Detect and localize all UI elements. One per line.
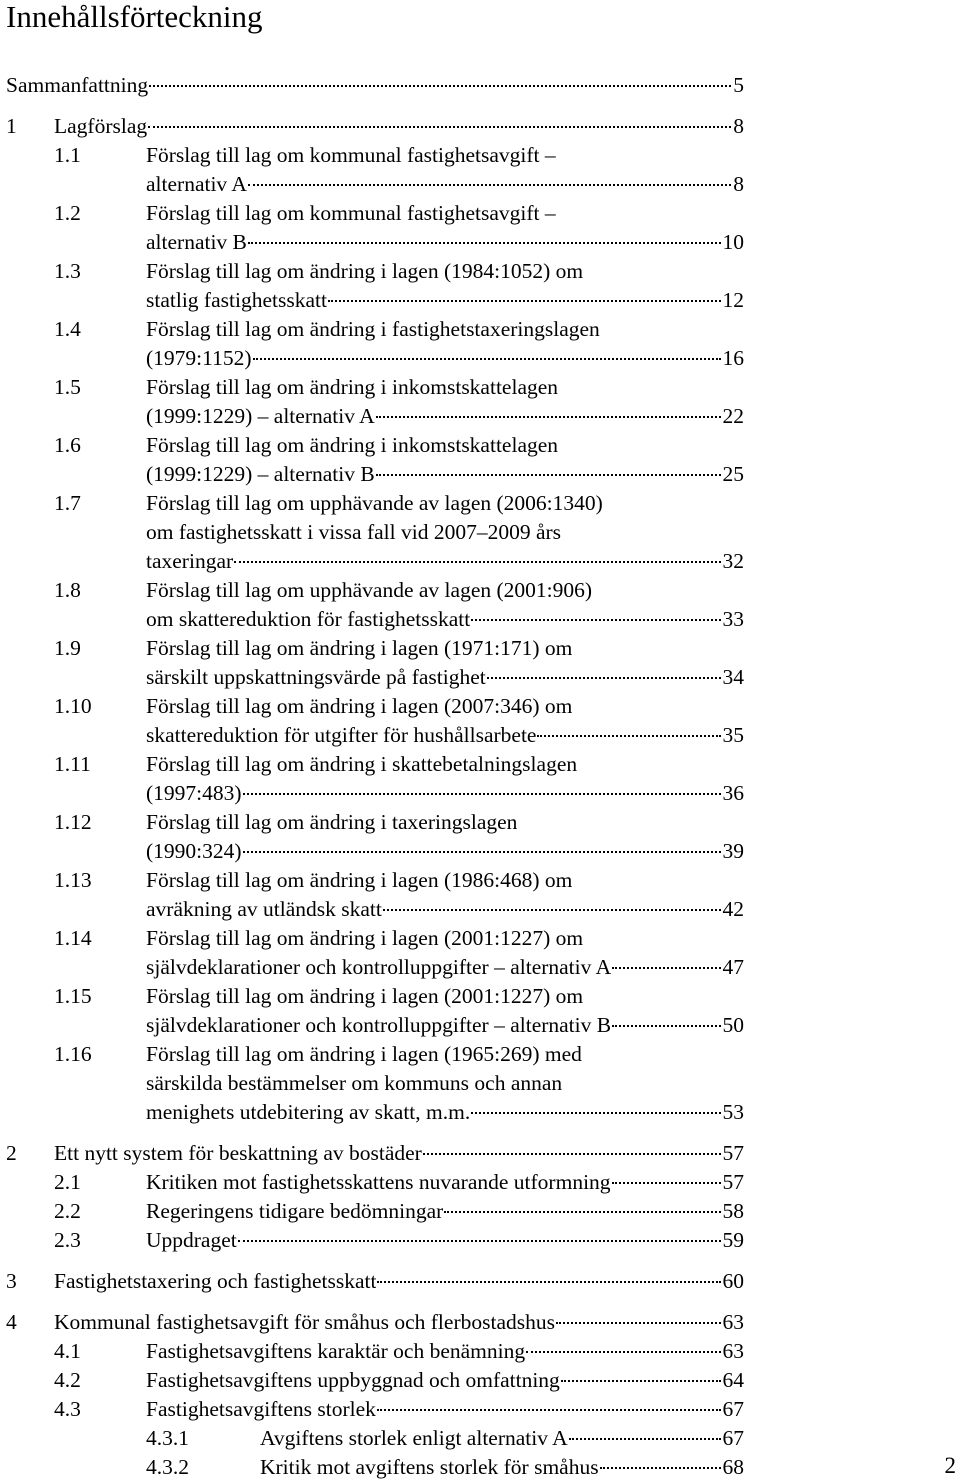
toc-entry-number: 4.3.1 — [146, 1426, 189, 1450]
toc-entry-page: 67 — [722, 1397, 744, 1421]
toc-entry-number: 1.14 — [54, 926, 92, 950]
toc-entry-title: (1990:324) — [146, 839, 242, 863]
toc-entry-number: 1.8 — [54, 578, 81, 602]
toc-entry-title: Förslag till lag om ändring i skattebetalningslagen — [146, 752, 578, 776]
toc-dot-leader — [471, 1112, 720, 1114]
page-number: 2 — [944, 1453, 956, 1478]
toc-entry[interactable] — [146, 604, 744, 634]
toc-entry-title: Förslag till lag om upphävande av lagen (2006:1340) — [146, 491, 603, 515]
toc-entry[interactable] — [54, 1394, 744, 1424]
toc-entry[interactable] — [6, 70, 744, 100]
toc-dot-leader — [234, 561, 720, 563]
toc-entry-title: avräkning av utländsk skatt — [146, 897, 382, 921]
toc-entry[interactable] — [146, 1452, 744, 1482]
toc-dot-leader — [377, 1281, 720, 1283]
toc-entry-title: självdeklarationer och kontrolluppgifter – alternativ A — [146, 955, 612, 979]
toc-dot-leader — [556, 1322, 721, 1324]
toc-entry-title: alternativ B — [146, 230, 247, 254]
toc-entry-number: 1 — [6, 114, 17, 138]
toc-entry-title: Förslag till lag om ändring i lagen (2001:1227) om — [146, 984, 584, 1008]
toc-dot-leader — [253, 358, 721, 360]
toc-entry-page: 60 — [722, 1269, 744, 1293]
toc-dot-leader — [149, 85, 731, 87]
toc-entry-title: Fastighetsavgiftens storlek — [146, 1397, 376, 1421]
toc-entry[interactable] — [54, 1225, 744, 1255]
toc-entry[interactable] — [54, 1196, 744, 1226]
toc-entry-page: 64 — [722, 1368, 744, 1392]
toc-dot-leader — [248, 242, 721, 244]
toc-entry-number: 4 — [6, 1310, 17, 1334]
toc-entry-number: 1.12 — [54, 810, 92, 834]
toc-entry[interactable] — [146, 546, 744, 576]
toc-entry-title: Förslag till lag om ändring i taxeringslagen — [146, 810, 518, 834]
toc-entry-number: 4.2 — [54, 1368, 81, 1392]
toc-dot-leader — [612, 1182, 721, 1184]
toc-entry-number: 2.2 — [54, 1199, 81, 1223]
toc-entry-line — [54, 865, 744, 895]
toc-dot-leader — [243, 793, 721, 795]
toc-entry-title: Kritiken mot fastighetsskattens nuvarande utformning — [146, 1170, 611, 1194]
toc-entry-page: 67 — [722, 1426, 744, 1450]
toc-entry-number: 1.11 — [54, 752, 91, 776]
toc-entry-title: Förslag till lag om ändring i lagen (2001:1227) om — [146, 926, 584, 950]
toc-entry-number: 1.2 — [54, 201, 81, 225]
toc-entry[interactable] — [146, 952, 744, 982]
toc-entry-page: 50 — [722, 1013, 744, 1037]
toc-entry[interactable] — [6, 1138, 744, 1168]
toc-dot-leader — [243, 851, 721, 853]
toc-entry-number: 1.15 — [54, 984, 92, 1008]
toc-entry-page: 32 — [722, 549, 744, 573]
toc-entry-title: (1999:1229) – alternativ B — [146, 462, 375, 486]
toc-entry-number: 4.1 — [54, 1339, 81, 1363]
toc-entry-line — [54, 256, 744, 286]
toc-entry-page: 36 — [722, 781, 744, 805]
toc-entry-page: 59 — [722, 1228, 744, 1252]
toc-entry-number: 1.9 — [54, 636, 81, 660]
toc-entry-title: alternativ A — [146, 172, 247, 196]
toc-entry-line — [54, 372, 744, 402]
toc-entry-page: 42 — [722, 897, 744, 921]
toc-dot-leader — [376, 474, 721, 476]
toc-entry-title: Avgiftens storlek enligt alternativ A — [260, 1426, 568, 1450]
toc-dot-leader — [148, 126, 731, 128]
toc-entry-page: 63 — [722, 1310, 744, 1334]
toc-dot-leader — [328, 300, 721, 302]
toc-entry-line — [54, 981, 744, 1011]
toc-entry-title: Förslag till lag om upphävande av lagen (2001:906) — [146, 578, 593, 602]
toc-entry-page: 16 — [722, 346, 744, 370]
toc-entry-number: 3 — [6, 1269, 17, 1293]
toc-entry-number: 2.3 — [54, 1228, 81, 1252]
toc-entry-page: 68 — [722, 1455, 744, 1479]
toc-entry-title: Kritik mot avgiftens storlek för småhus — [260, 1455, 599, 1479]
toc-entry-title: (1997:483) — [146, 781, 242, 805]
toc-entry-page: 34 — [722, 665, 744, 689]
toc-entry-title: Förslag till lag om kommunal fastighetsavgift – — [146, 143, 556, 167]
toc-entry[interactable] — [146, 459, 744, 489]
toc-entry-page: 33 — [722, 607, 744, 631]
toc-entry[interactable] — [146, 720, 744, 750]
toc-entry-title: Förslag till lag om ändring i fastighetstaxeringslagen — [146, 317, 600, 341]
toc-entry[interactable] — [6, 1266, 744, 1296]
toc-entry-title: Förslag till lag om ändring i lagen (1984:1052) om — [146, 259, 584, 283]
toc-entry-title: Fastighetstaxering och fastighetsskatt — [54, 1269, 377, 1293]
toc-entry-number: 4.3 — [54, 1397, 81, 1421]
toc-entry-number: 1.4 — [54, 317, 81, 341]
toc-entry-line — [54, 807, 744, 837]
toc-entry-line — [54, 575, 744, 605]
toc-entry-number: 1.13 — [54, 868, 92, 892]
toc-entry-title: Förslag till lag om kommunal fastighetsavgift – — [146, 201, 556, 225]
toc-entry[interactable] — [146, 1423, 744, 1453]
toc-entry-title: självdeklarationer och kontrolluppgifter – alternativ B — [146, 1013, 612, 1037]
toc-entry[interactable] — [54, 1365, 744, 1395]
toc-entry-page: 35 — [722, 723, 744, 747]
toc-entry-title: Sammanfattning — [6, 73, 149, 97]
toc-entry-number: 4.3.2 — [146, 1455, 189, 1479]
toc-entry[interactable] — [54, 1336, 744, 1366]
toc-entry-title: skattereduktion för utgifter för hushållsarbete — [146, 723, 537, 747]
toc-entry-title: Regeringens tidigare bedömningar — [146, 1199, 444, 1223]
toc-entry[interactable] — [146, 836, 744, 866]
toc-entry[interactable] — [54, 1167, 744, 1197]
toc-entry-number: 1.6 — [54, 433, 81, 457]
toc-entry-number: 1.3 — [54, 259, 81, 283]
toc-entry-line — [54, 198, 744, 228]
toc-entry-title: Ett nytt system för beskattning av bostäder — [54, 1141, 422, 1165]
toc-dot-leader — [600, 1467, 721, 1469]
toc-entry-title: Förslag till lag om ändring i lagen (1986:468) om — [146, 868, 573, 892]
toc-entry-title: taxeringar — [146, 549, 234, 573]
toc-entry[interactable] — [6, 111, 744, 141]
toc-entry-number: 1.5 — [54, 375, 81, 399]
toc-entry-line — [54, 1039, 744, 1069]
toc-entry-page: 63 — [722, 1339, 744, 1363]
toc-entry-page: 57 — [722, 1170, 744, 1194]
toc-entry[interactable] — [146, 1010, 744, 1040]
toc-dot-leader — [612, 1025, 720, 1027]
toc-entry[interactable] — [146, 169, 744, 199]
toc-entry-page: 53 — [722, 1100, 744, 1124]
toc-entry-title: särskilda bestämmelser om kommuns och annan — [146, 1071, 563, 1095]
toc-entry-number: 2.1 — [54, 1170, 81, 1194]
toc-entry[interactable] — [146, 343, 744, 373]
toc-entry-page: 10 — [722, 230, 744, 254]
toc-dot-leader — [561, 1380, 721, 1382]
toc-entry-page: 47 — [722, 955, 744, 979]
toc-entry-title: Förslag till lag om ändring i inkomstskattelagen — [146, 375, 559, 399]
toc-entry-number: 1.1 — [54, 143, 81, 167]
page-title: Innehållsförteckning — [6, 0, 263, 34]
toc-entry-title: Kommunal fastighetsavgift för småhus och flerbostadshus — [54, 1310, 555, 1334]
toc-entry-page: 39 — [722, 839, 744, 863]
toc-dot-leader — [376, 416, 721, 418]
toc-entry-title: Fastighetsavgiftens karaktär och benämning — [146, 1339, 526, 1363]
toc-entry-title: menighets utdebitering av skatt, m.m. — [146, 1100, 471, 1124]
toc-entry[interactable] — [146, 662, 744, 692]
toc-dot-leader — [526, 1351, 720, 1353]
toc-dot-leader — [471, 619, 720, 621]
toc-entry-title: Förslag till lag om ändring i lagen (1971:171) om — [146, 636, 573, 660]
toc-entry-title: Förslag till lag om ändring i lagen (1965:269) med — [146, 1042, 582, 1066]
toc-entry[interactable] — [146, 285, 744, 315]
toc-dot-leader — [612, 967, 720, 969]
toc-entry-title: (1979:1152) — [146, 346, 252, 370]
toc-entry[interactable] — [146, 227, 744, 257]
toc-entry[interactable] — [146, 894, 744, 924]
toc-entry-title: särskilt uppskattningsvärde på fastighet — [146, 665, 486, 689]
toc-entry-line — [54, 140, 744, 170]
toc-entry-page: 5 — [733, 73, 744, 97]
toc-entry-line — [54, 749, 744, 779]
toc-entry-line — [54, 488, 744, 518]
toc-entry-title: om fastighetsskatt i vissa fall vid 2007–2009 års — [146, 520, 562, 544]
toc-entry-line — [146, 1068, 744, 1098]
toc-entry-title: Förslag till lag om ändring i inkomstskattelagen — [146, 433, 559, 457]
toc-entry[interactable] — [146, 778, 744, 808]
toc-entry-page: 58 — [722, 1199, 744, 1223]
toc-entry-page: 25 — [722, 462, 744, 486]
toc-entry-number: 1.10 — [54, 694, 92, 718]
toc-entry-page: 22 — [722, 404, 744, 428]
toc-dot-leader — [377, 1409, 721, 1411]
toc-dot-leader — [383, 909, 721, 911]
toc-entry-line — [146, 517, 744, 547]
toc-entry-page: 57 — [722, 1141, 744, 1165]
toc-dot-leader — [238, 1240, 721, 1242]
toc-entry-line — [54, 314, 744, 344]
toc-entry-title: Förslag till lag om ändring i lagen (2007:346) om — [146, 694, 573, 718]
toc-entry-title: statlig fastighetsskatt — [146, 288, 327, 312]
toc-entry-number: 1.16 — [54, 1042, 92, 1066]
toc-entry-line — [54, 691, 744, 721]
toc-entry[interactable] — [146, 1097, 744, 1127]
toc-entry-line — [54, 633, 744, 663]
toc-entry-number: 2 — [6, 1141, 17, 1165]
toc-entry-title: Fastighetsavgiftens uppbyggnad och omfattning — [146, 1368, 560, 1392]
toc-entry-line — [54, 430, 744, 460]
toc-entry-title: om skattereduktion för fastighetsskatt — [146, 607, 471, 631]
toc-entry-number: 1.7 — [54, 491, 81, 515]
toc-entry-title: Uppdraget — [146, 1228, 237, 1252]
toc-entry-page: 8 — [733, 172, 744, 196]
toc-entry-title: (1999:1229) – alternativ A — [146, 404, 375, 428]
toc-entry-line — [54, 923, 744, 953]
toc-entry-page: 12 — [722, 288, 744, 312]
toc-dot-leader — [537, 735, 720, 737]
toc-entry-page: 8 — [733, 114, 744, 138]
toc-entry-title: Lagförslag — [54, 114, 148, 138]
toc-dot-leader — [487, 677, 721, 679]
toc-dot-leader — [248, 184, 731, 186]
toc-entry[interactable] — [6, 1307, 744, 1337]
toc-dot-leader — [444, 1211, 720, 1213]
toc-dot-leader — [569, 1438, 721, 1440]
toc-entry[interactable] — [146, 401, 744, 431]
toc-dot-leader — [423, 1153, 721, 1155]
